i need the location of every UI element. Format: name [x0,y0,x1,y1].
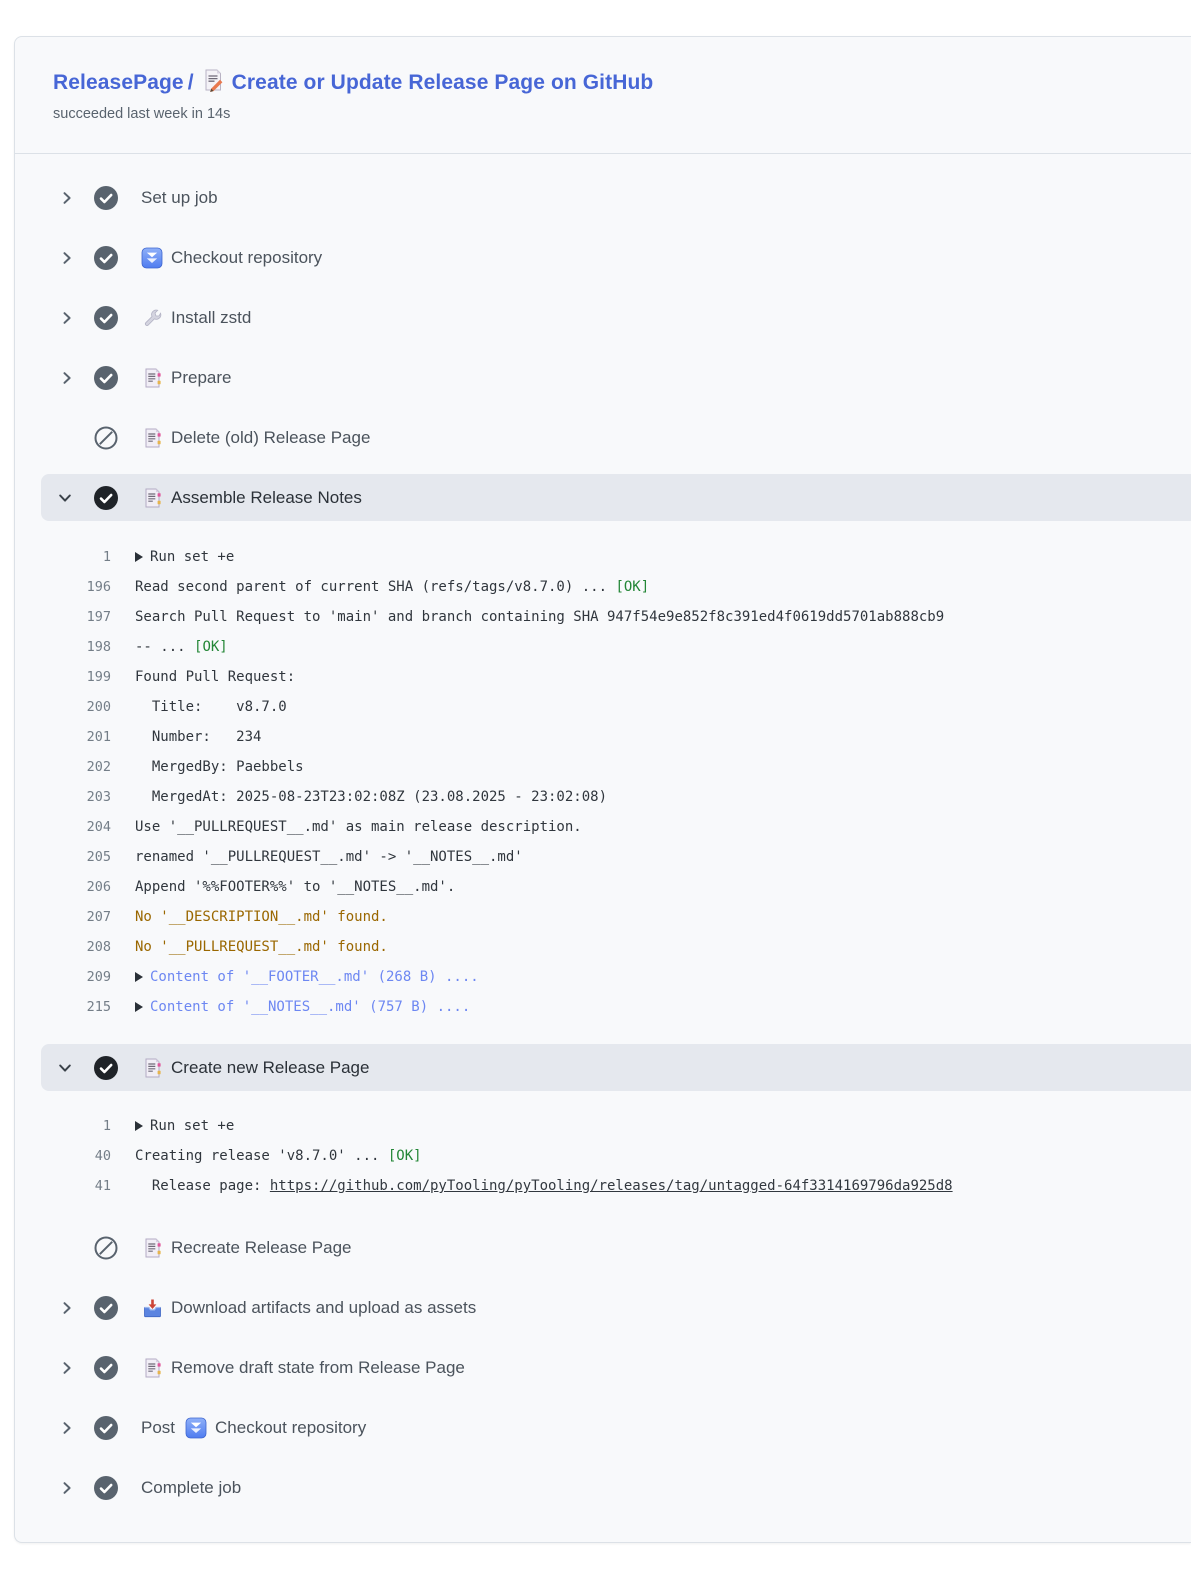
log-segment: [OK] [615,579,650,595]
log-line-number[interactable]: 200 [86,699,111,715]
log-line [15,722,1191,752]
step-section-header[interactable] [41,474,1191,521]
step-status-icon [94,1416,118,1440]
log-segment: Found Pull Request: [135,669,296,685]
log-line-text [135,999,470,1015]
success-check-icon [94,1056,118,1080]
success-check-icon [94,1296,118,1320]
chevron-down-icon[interactable] [57,1060,73,1076]
step-row[interactable] [15,348,1191,408]
log-line-text [135,909,388,925]
log-segment: Number: 234 [135,729,262,745]
log-line-text [135,639,228,655]
log-line-number[interactable]: 40 [94,1148,111,1164]
log-line-number[interactable]: 1 [102,1118,111,1134]
log-line-text [135,1148,422,1164]
chevron-right-icon[interactable] [59,1360,75,1376]
log-line-number[interactable]: 204 [86,819,111,835]
log-line-number[interactable]: 203 [86,789,111,805]
log-line [15,932,1191,962]
success-check-icon [94,1356,118,1380]
job-header [15,37,1191,153]
step-label: Create new Release Page [171,1057,370,1077]
log-segment: Run set +e [150,1118,235,1134]
log-segment: Release page: [135,1178,270,1194]
log-line [15,842,1191,872]
chevron-right-icon[interactable] [59,250,75,266]
log-line-text [135,609,944,625]
log-line [15,752,1191,782]
checkout-icon [185,1417,207,1439]
chevron-down-icon[interactable] [57,490,73,506]
memo-doc-icon [141,487,163,509]
memo-doc-icon [141,1237,163,1259]
log-segment: Search Pull Request to 'main' and branch containing SHA 947f54e9e852f8c391ed4f0619dd5701ab888cb9 [135,609,945,625]
step-label: Checkout repository [215,1418,367,1437]
log-line-number[interactable]: 198 [86,639,111,655]
log-line [15,662,1191,692]
step-status-icon [94,186,118,210]
step-label-prefix: Post [141,1418,176,1437]
log-line-text [135,729,261,745]
step-label: Prepare [171,368,232,387]
memo-doc-icon [141,1357,163,1379]
success-check-icon [94,246,118,270]
log-line [15,782,1191,812]
log-line-number[interactable]: 215 [86,999,111,1015]
job-status-line: succeeded last week in 14s [53,106,231,122]
step-status-icon [94,486,118,510]
log-line [15,632,1191,662]
log-line-number[interactable]: 1 [102,549,111,565]
job-name-link[interactable]: Create or Update Release Page on GitHub [231,71,654,94]
memo-doc-icon [141,427,163,449]
step-label: Checkout repository [171,248,323,267]
step-row[interactable] [15,1398,1191,1458]
log-segment: MergedBy: Paebbels [135,759,304,775]
step-label: Recreate Release Page [171,1238,352,1257]
log-line-text [135,969,479,985]
step-row[interactable] [15,1338,1191,1398]
log-group-triangle-icon [135,1002,143,1012]
log-line [15,902,1191,932]
step-status-icon [94,1056,118,1080]
memo-doc-icon [141,1057,163,1079]
log-line-number[interactable]: 201 [86,729,111,745]
log-line-text [135,579,649,595]
log-line-number[interactable]: 41 [94,1178,111,1194]
log-line-text [135,879,455,895]
log-segment: No '__DESCRIPTION__.md' found. [135,909,388,925]
log-line [15,812,1191,842]
wrench-icon [141,307,163,329]
log-line [15,572,1191,602]
steps-list [15,153,1191,1518]
log-line-text [135,819,582,835]
chevron-right-icon[interactable] [59,1420,75,1436]
memo-doc-icon [141,367,163,389]
checkout-icon [141,247,163,269]
step-label: Delete (old) Release Page [171,428,371,447]
log-segment: No '__PULLREQUEST__.md' found. [135,939,388,955]
step-row[interactable] [15,288,1191,348]
log-group-triangle-icon [135,972,143,982]
step-label: Set up job [141,188,218,207]
step-status-icon [94,1356,118,1380]
step-label: Complete job [141,1478,242,1497]
step-status-icon [94,1236,118,1260]
log-segment: Read second parent of current SHA (refs/tags/v8.7.0) ... [135,579,616,595]
log-line [15,1141,1191,1171]
step-section [15,1044,1191,1201]
log-line [15,872,1191,902]
step-status-icon [94,1296,118,1320]
log-line-text [135,1178,953,1194]
log-line-number[interactable]: 202 [86,759,111,775]
step-status-icon [94,426,118,450]
chevron-right-icon[interactable] [59,370,75,386]
chevron-right-icon[interactable] [59,310,75,326]
log-line-number[interactable]: 207 [86,909,111,925]
log-segment: [OK] [387,1148,422,1164]
log-line-number[interactable]: 206 [86,879,111,895]
log-line-text [135,939,388,955]
chevron-right-icon[interactable] [59,190,75,206]
title-separator: / [187,71,194,94]
log-line [15,602,1191,632]
log-line-number[interactable]: 197 [86,609,111,625]
step-status-icon [94,366,118,390]
log-line-text [135,759,304,775]
step-status-icon [94,1476,118,1500]
step-label: Download artifacts and upload as assets [171,1298,477,1317]
log-segment: renamed '__PULLREQUEST__.md' -> '__NOTES__.md' [135,849,523,865]
log-segment: Use '__PULLREQUEST__.md' as main release description. [135,819,582,835]
log-line[interactable] [15,992,1191,1022]
success-check-icon [94,1476,118,1500]
log-line-text [135,1118,234,1134]
memo-pencil-icon [200,67,226,99]
job-log-card [14,36,1191,1543]
success-check-icon [94,486,118,510]
log-segment: -- ... [135,639,195,655]
job-title [53,67,1153,99]
success-check-icon [94,306,118,330]
step-row[interactable] [15,1218,1191,1278]
step-section-header[interactable] [41,1044,1191,1091]
log-line-number[interactable]: 196 [86,579,111,595]
step-status-icon [94,306,118,330]
workflow-name-link[interactable]: ReleasePage [53,71,184,94]
log-segment: Content of '__FOOTER__.md' (268 B) .... [150,969,479,985]
step-label: Assemble Release Notes [171,487,362,507]
chevron-right-icon[interactable] [59,1300,75,1316]
log-line-number[interactable]: 208 [86,939,111,955]
success-check-icon [94,186,118,210]
success-check-icon [94,1416,118,1440]
log-segment: Run set +e [150,549,235,565]
success-check-icon [94,366,118,390]
log-line-text [135,789,607,805]
step-row[interactable] [15,408,1191,468]
log-segment: Content of '__NOTES__.md' (757 B) .... [150,999,471,1015]
log-line[interactable] [15,542,1191,572]
skipped-icon [94,1247,118,1264]
step-row[interactable] [15,168,1191,228]
log-line-text [135,849,523,865]
log-line[interactable] [15,962,1191,992]
log-url-link[interactable]: https://github.com/pyTooling/pyTooling/releases/tag/untagged-64f3314169796da925d8 [269,1178,953,1194]
step-row[interactable] [15,228,1191,288]
log-segment: Title: v8.7.0 [135,699,287,715]
step-row[interactable] [15,1458,1191,1518]
log-line [15,1171,1191,1201]
log-block [15,521,1191,1022]
step-section [15,474,1191,1022]
log-line-number[interactable]: 209 [86,969,111,985]
log-group-triangle-icon [135,552,143,562]
log-line-number[interactable]: 199 [86,669,111,685]
log-block [15,1091,1191,1201]
log-segment: Creating release 'v8.7.0' ... [135,1148,388,1164]
inbox-icon [141,1297,163,1319]
log-segment: Append '%%FOOTER%%' to '__NOTES__.md'. [135,879,456,895]
log-line-text [135,549,234,565]
step-status-icon [94,246,118,270]
log-segment: [OK] [194,639,228,655]
log-group-triangle-icon [135,1121,143,1131]
log-line-text [135,669,295,685]
header-divider [15,153,1191,154]
log-segment: MergedAt: 2025-08-23T23:02:08Z (23.08.2025 - 23:02:08) [135,789,608,805]
log-line [15,692,1191,722]
chevron-right-icon[interactable] [59,1480,75,1496]
log-line[interactable] [15,1111,1191,1141]
log-line-number[interactable]: 205 [86,849,111,865]
skipped-icon [94,437,118,454]
log-line-text [135,699,287,715]
step-label: Install zstd [171,308,252,327]
step-label: Remove draft state from Release Page [171,1358,465,1377]
step-row[interactable] [15,1278,1191,1338]
